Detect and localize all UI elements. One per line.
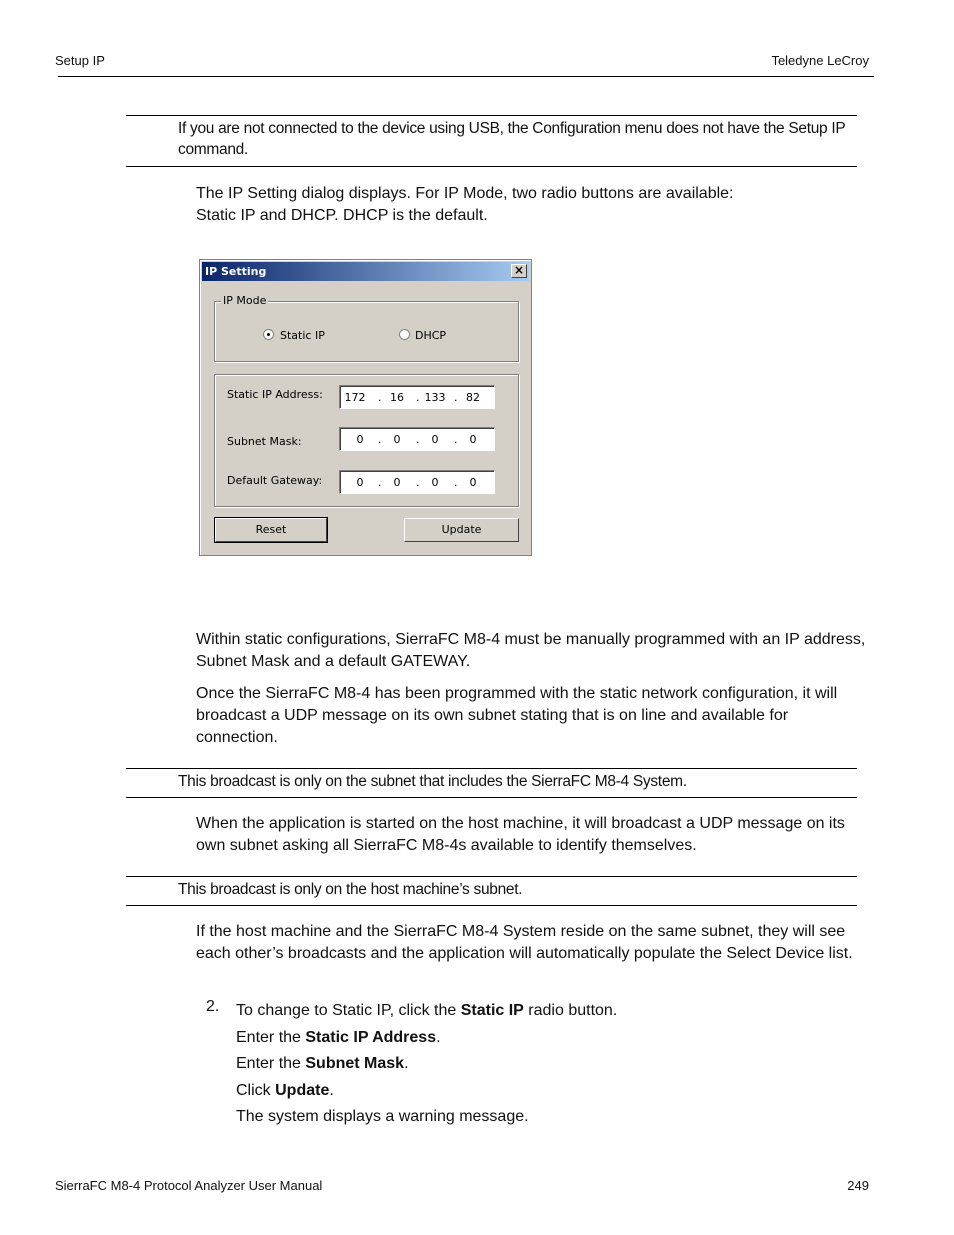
- gw-octet-3: 0: [431, 476, 439, 489]
- gw-sep-3: .: [454, 476, 458, 489]
- gw-octet-4: 0: [469, 476, 477, 489]
- step2-pre: Enter the: [236, 1028, 306, 1046]
- ip-octet-2: 16: [390, 391, 404, 404]
- paragraph-static-config: Within static configurations, SierraFC M8-4 must be manually programmed with an IP address, Subnet Mask and a default GATEWAY.: [196, 631, 866, 670]
- radio-dhcp-circle[interactable]: [399, 329, 410, 340]
- header-section-title: Setup IP: [55, 53, 105, 68]
- footer-manual-title: SierraFC M8-4 Protocol Analyzer User Manual: [55, 1178, 323, 1193]
- step2-post: .: [436, 1028, 441, 1046]
- radio-static-ip-label[interactable]: Static IP: [280, 329, 325, 342]
- default-gateway-field[interactable]: [339, 470, 495, 494]
- mask-octet-3: 0: [431, 433, 439, 446]
- default-gateway-label: Default Gateway:: [227, 474, 323, 487]
- update-button[interactable]: Update: [404, 518, 519, 542]
- subnet-mask-field[interactable]: [339, 427, 495, 451]
- note3-top-rule: [126, 876, 857, 877]
- dialog-titlebar: [202, 262, 529, 281]
- gw-octet-2: 0: [393, 476, 401, 489]
- mask-sep-2: .: [416, 433, 420, 446]
- gw-octet-1: 0: [356, 476, 364, 489]
- static-ip-label: Static IP Address:: [227, 388, 323, 401]
- paragraph-host-broadcast: When the application is started on the host machine, it will broadcast a UDP message on its own subnet asking all SierraFC M8-4s available to identify themselves.: [196, 815, 845, 854]
- ip-sep-3: .: [454, 391, 458, 404]
- reset-button[interactable]: Reset: [215, 518, 327, 542]
- paragraph-same-subnet: If the host machine and the SierraFC M8-4 System reside on the same subnet, they will see each other’s broadcasts and the application will automatically populate the Select Device list.: [196, 923, 853, 962]
- mask-sep-1: .: [378, 433, 382, 446]
- note3-bottom-rule: [126, 905, 857, 906]
- radio-static-ip-circle[interactable]: [263, 329, 274, 340]
- step-number: 2.: [206, 998, 220, 1015]
- address-group: [214, 374, 519, 507]
- note1-top-rule: [126, 115, 857, 116]
- mask-octet-1: 0: [356, 433, 364, 446]
- ip-setting-dialog: [199, 259, 532, 556]
- ip-mode-group: [214, 294, 519, 362]
- paragraph-dialog-intro-line2: Static IP and DHCP. DHCP is the default.: [196, 207, 488, 224]
- close-icon[interactable]: ×: [511, 264, 527, 278]
- paragraph-dialog-intro-line1: The IP Setting dialog displays. For IP Mode, two radio buttons are available:: [196, 185, 734, 202]
- gw-sep-2: .: [416, 476, 420, 489]
- paragraph-dialog-intro: [196, 183, 868, 227]
- step1-bold: Static IP: [460, 1002, 524, 1019]
- ip-sep-2: .: [416, 391, 420, 404]
- dialog-title: IP Setting: [205, 265, 267, 278]
- ip-mode-legend: IP Mode: [223, 294, 267, 307]
- static-ip-address-field[interactable]: [339, 385, 495, 409]
- radio-dhcp-label[interactable]: DHCP: [415, 329, 447, 342]
- ip-octet-3: 133: [424, 391, 446, 404]
- subnet-mask-label: Subnet Mask:: [227, 435, 302, 448]
- steps-list: [236, 998, 617, 1131]
- footer-page-number: 249: [847, 1178, 869, 1193]
- gw-sep-1: .: [378, 476, 382, 489]
- note2-bottom-rule: [126, 797, 857, 798]
- step-line-4: [236, 1078, 617, 1105]
- step-line-1: [236, 998, 617, 1025]
- header-rule: [58, 76, 874, 77]
- note2-text: This broadcast is only on the subnet that includes the SierraFC M8-4 System.: [178, 773, 687, 790]
- step-line-5: The system displays a warning message.: [236, 1108, 529, 1125]
- step3-post: .: [404, 1055, 409, 1072]
- step1-pre: To change to Static IP, click the: [236, 1002, 461, 1019]
- step4-pre: Click: [236, 1081, 276, 1099]
- mask-octet-2: 0: [393, 433, 401, 446]
- step4-bold: Update: [275, 1081, 330, 1099]
- note1-bottom-rule: [126, 166, 857, 167]
- paragraph-broadcast: Once the SierraFC M8-4 has been programmed with the static network configuration, it will broadcast a UDP message on its own subnet stating that is on line and available for connection.: [196, 685, 838, 746]
- mask-sep-3: .: [454, 433, 458, 446]
- ip-octet-1: 172: [344, 391, 366, 404]
- step3-pre: Enter the: [236, 1055, 306, 1072]
- step3-bold: Subnet Mask: [305, 1055, 405, 1072]
- radio-selected-dot: [267, 333, 270, 336]
- step-line-2: [236, 1025, 617, 1052]
- header-company: Teledyne LeCroy: [771, 53, 869, 68]
- step1-post: radio button.: [523, 1002, 618, 1019]
- ip-octet-4: 82: [466, 391, 480, 404]
- note2-top-rule: [126, 768, 857, 769]
- note1-text: If you are not connected to the device using USB, the Configuration menu does not have the Setup IP command.: [178, 120, 846, 158]
- note3-text: This broadcast is only on the host machine’s subnet.: [178, 881, 523, 898]
- ip-sep-1: .: [378, 391, 382, 404]
- step2-bold: Static IP Address: [305, 1028, 437, 1046]
- step4-post: .: [329, 1081, 334, 1099]
- step-line-3: [236, 1051, 617, 1078]
- mask-octet-4: 0: [469, 433, 477, 446]
